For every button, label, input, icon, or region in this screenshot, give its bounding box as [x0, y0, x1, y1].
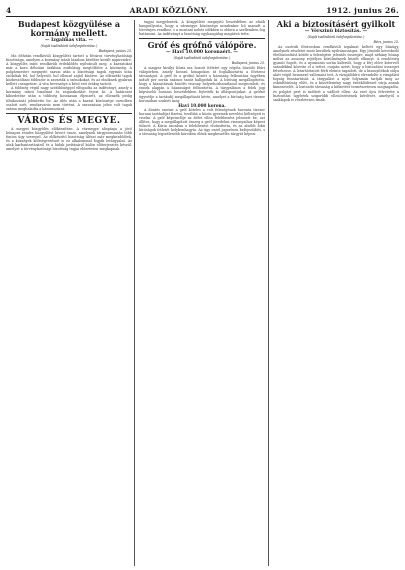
- article-crosshead: Havi 10.000 korona.: [178, 102, 226, 108]
- article-headline: Aki a biztosításért gyilkolt: [276, 20, 396, 29]
- header-rule: [6, 16, 399, 17]
- section-rule: [139, 38, 265, 39]
- article-paragraph: A megyei közgyűlés előkészítése. A vármegye alispánja a jövő hónapra rendes közgyűlést hívott össze, amelynek tárgysorozatán több fontos ügy szerepel. Az előkészítő bizottság ülései már megkezdődtek, és a községek költségvetéseit is ez alkalommal fogják letárgyalni. Az utak karbantartásáról és a hidak javításáról külön előterjesztés készül, amelyet a törvényhatósági bizottság tagjai előzetesen megkapnak.: [6, 126, 132, 152]
- article-paragraph: Ma délután rendkívüli közgyűlést tartott a főváros törvényhatósági bizottsága, amelyen a kormány iránti bizalom kérdése került napirendre. A közgyűlés iránt rendkívüli érdeklődés nyilvánult meg, a karzatokat már a kora délutáni órákban zsúfolásig megtöltötte a közönség. A polgármester megnyitó szavai után a bizottsági tagok egymás után szólaltak fel, hol helyeslő, hol ellenző zajtól kísérve. Az ellenzéki tagok közbeszólásai többször is zavarták a szónokokat, és az elnöknek gyakran kellett csengetnie. A vita hevessége a késő esti órákig tartott.: [6, 53, 132, 87]
- article-headline: Budapest közgyülése a kormány mellett.: [17, 20, 121, 38]
- column-2: [139, 20, 265, 566]
- article-subhead: — Havi 10.000 koronaért. —: [165, 50, 238, 56]
- column-divider: [268, 20, 269, 566]
- article-dateline: Budapest, junius 25.: [231, 60, 265, 65]
- article-byline: (Saját tudósítónk telefonjelentése.): [307, 35, 365, 39]
- column-3: [273, 20, 399, 566]
- article-paragraph: Az osztrák fővárosban rendkívüli izgalmat keltett egy bűnügy, amelynek részletei most kerültek nyilvánosságra. Egy jómódú kereskedő életbiztosítást kötött a feleségére jelentős összegre, majd néhány hónap múlva az asszony rejtélyes körülmények között elhunyt. A rendőrség gyanút fogott, és a nyomozás során kiderült, hogy a férj előre kitervelt szándékkal követte el a tettet, csupán azért, hogy a biztosítási összeget felvehesse. A letartóztatott férfi eleinte tagadott, de a bizonyítékok súlya alatt végül beismerő vallomást tett. A vizsgálóbíró elrendelte a vizsgálati fogság fenntartását. A tárgyalást a nyár folyamán tartják meg az esküdtbíróság előtt, és a közvélemény nagy érdeklődéssel várja annak kimenetelét. A biztosító társaság a kifizetést természetesen megtagadta, és polgári pert is indított a vádlott ellen. Az eset újra felvetette a biztosítási ügyletek szigorúbb ellenőrzésének kérdését, amelyről a szaklapok is részletesen írnak.: [273, 44, 399, 102]
- article-paragraph: A magyar királyi Kúria ma hozott ítéletet egy régóta húzódó főúri válópörben, amely hosszú hónapokon át foglalkoztatta a fővárosi társaságot. A gróf és a grófnő között a házasság felbontása ügyében indult per során számos tanút hallgattak ki. A bíróság megállapította, hogy a házastársak közötti viszony helyrehozhatatlanul megromlott, és ennek alapján a házasságot felbontotta. A tárgyaláson a felek jogi képviselői hosszas beszédekben fejtették ki álláspontjukat. A grófnő ügyvédje a tartásdíj megállapítását kérte, amelyet a bíróság havi tízezer koronában szabott meg.: [139, 65, 265, 103]
- article-paragraph: A döntés szerint a gróf köteles a volt feleségének havonta tízezer korona tartásdíjat fizetni, továbbá a közös gyermek nevelési költségeit is viselni. A gróf képviselője az ítélet ellen felebbezést jelentett be, azt állítva, hogy a megállapított összeg a gróf jövedelmi viszonyaihoz képest túlzott. A Kúria azonban a felebbezést elutasította, és az alsóbb fokú bíróságok ítéletét helybenhagyta. Az ügy ezzel jogerősen befejeződött, s a társaság legszélesebb köreiben élénk megbeszélés tárgyát képezi.: [139, 107, 265, 137]
- article-paragraph: tagjai megjelentek. A közgyűlést megnyitó beszédében az elnök hangsúlyozta, hogy a vármegye közönsége mindenkor hű maradt a törvényes rendhez, s a mostani nehéz időkben is ebben a szellemben fog határozni. Az indítványt a bizottság egyhangúlag magáévá tette.: [139, 20, 265, 37]
- page-header: [6, 4, 399, 16]
- article-byline: (Saját tudósítónk telefonjelentése.): [40, 44, 98, 48]
- page-number: 4: [6, 5, 12, 15]
- article-subhead: — Vérszinü biztosítás. —: [304, 29, 368, 34]
- section-title: VÁROS ÉS MEGYE.: [17, 115, 121, 126]
- article-byline: (Saját tudósítónk telefonjelentése.): [173, 56, 231, 61]
- article-dateline: Bécs, junius 25.: [373, 39, 399, 44]
- article-subhead: — Izgalmas vita. —: [44, 38, 94, 43]
- column-1: [6, 20, 132, 566]
- newspaper-title: ARADI KÖZLÖNY.: [129, 5, 209, 15]
- issue-date: 1912. junius 26.: [326, 5, 399, 15]
- article-headline: Gróf és grófnő válópöre.: [147, 40, 257, 51]
- article-paragraph: A többség végül nagy szótöbbséggel elfogadta az indítványt, amely a kormány iránti bizalmat és ragaszkodást fejezi ki. A határozat kihirdetése után a többség hosszasan éljenzett, az ellenzék pedig tiltakozását jelentette be. Az ülés után a karzat közönsége csendben oszlott szét, rendzavarás nem történt. A szavazáson jelen volt tagok száma meghaladta a háromszázat.: [6, 86, 132, 111]
- column-divider: [134, 20, 135, 566]
- article-dateline: Budapest, junius 25.: [98, 48, 132, 53]
- section-rule: [6, 113, 132, 114]
